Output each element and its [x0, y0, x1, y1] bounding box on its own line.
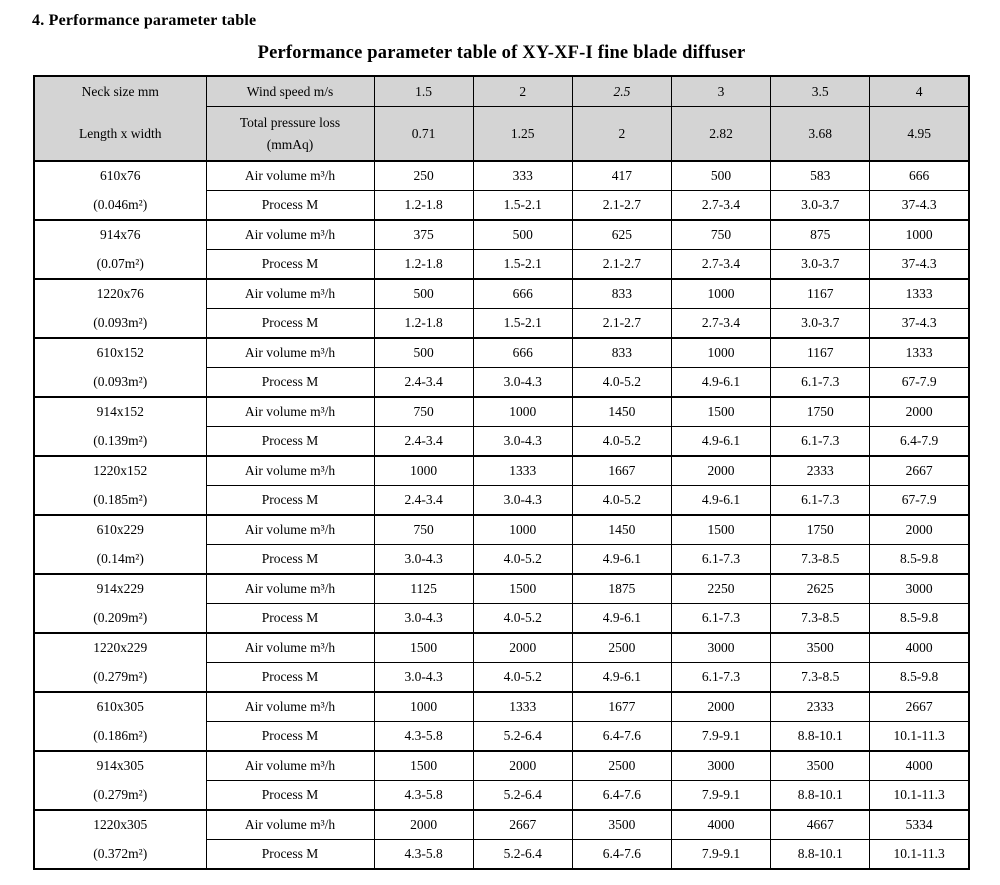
process-value: 8.5-9.8	[870, 604, 969, 634]
process-value: 3.0-4.3	[473, 368, 572, 398]
air-volume-value: 2000	[671, 456, 770, 486]
air-volume-label: Air volume m³/h	[206, 279, 374, 309]
air-volume-value: 1450	[572, 515, 671, 545]
neck-area-value: (0.139m²)	[93, 432, 148, 448]
process-value: 4.0-5.2	[473, 604, 572, 634]
pressure-loss-label	[206, 107, 374, 161]
neck-area-value: (0.093m²)	[93, 373, 148, 389]
air-volume-value: 2667	[870, 692, 969, 722]
air-volume-value: 2000	[374, 810, 473, 840]
process-value: 6.1-7.3	[771, 486, 870, 516]
pressure-loss-value: 4.95	[870, 107, 969, 161]
air-volume-value: 2000	[473, 751, 572, 781]
neck-size-value: 914x229	[96, 581, 144, 597]
air-volume-value: 500	[473, 220, 572, 250]
air-volume-row	[34, 515, 969, 545]
air-volume-label: Air volume m³/h	[206, 810, 374, 840]
air-volume-value: 3500	[572, 810, 671, 840]
process-value: 67-7.9	[870, 486, 969, 516]
air-volume-value: 417	[572, 161, 671, 191]
process-value: 37-4.3	[870, 250, 969, 280]
air-volume-row	[34, 456, 969, 486]
process-value: 2.4-3.4	[374, 486, 473, 516]
wind-speed-value: 2	[473, 76, 572, 107]
process-value: 7.9-9.1	[671, 840, 770, 870]
air-volume-value: 1333	[870, 338, 969, 368]
process-value: 6.1-7.3	[671, 545, 770, 575]
process-value: 4.0-5.2	[473, 663, 572, 693]
air-volume-row	[34, 220, 969, 250]
process-value: 4.0-5.2	[572, 368, 671, 398]
pressure-loss-value: 2.82	[671, 107, 770, 161]
air-volume-value: 1500	[374, 633, 473, 663]
process-value: 7.3-8.5	[771, 604, 870, 634]
neck-area-value: (0.279m²)	[93, 786, 148, 802]
air-volume-value: 875	[771, 220, 870, 250]
process-value: 4.3-5.8	[374, 840, 473, 870]
process-value: 8.5-9.8	[870, 663, 969, 693]
air-volume-value: 1500	[671, 397, 770, 427]
table-title: Performance parameter table of XY-XF-I fine blade diffuser	[257, 43, 746, 63]
air-volume-value: 1000	[374, 692, 473, 722]
process-label: Process M	[206, 486, 374, 516]
process-value: 4.0-5.2	[473, 545, 572, 575]
air-volume-row	[34, 574, 969, 604]
process-value: 5.2-6.4	[473, 722, 572, 752]
air-volume-value: 1000	[870, 220, 969, 250]
process-value: 4.0-5.2	[572, 486, 671, 516]
process-value: 4.9-6.1	[572, 663, 671, 693]
air-volume-value: 2333	[771, 456, 870, 486]
air-volume-value: 333	[473, 161, 572, 191]
air-volume-value: 3500	[771, 633, 870, 663]
air-volume-row	[34, 692, 969, 722]
neck-area-value: (0.093m²)	[93, 314, 148, 330]
air-volume-value: 833	[572, 338, 671, 368]
air-volume-value: 1167	[771, 279, 870, 309]
process-value: 7.9-9.1	[671, 722, 770, 752]
performance-parameter-table	[33, 75, 970, 870]
pressure-loss-value: 2	[572, 107, 671, 161]
neck-size-header-cell	[34, 76, 206, 161]
air-volume-value: 1333	[870, 279, 969, 309]
air-volume-value: 1500	[473, 574, 572, 604]
wind-speed-value: 3	[671, 76, 770, 107]
process-value: 7.3-8.5	[771, 663, 870, 693]
neck-size-value: 1220x305	[93, 817, 148, 833]
air-volume-label: Air volume m³/h	[206, 161, 374, 191]
process-value: 67-7.9	[870, 368, 969, 398]
air-volume-value: 2000	[473, 633, 572, 663]
air-volume-value: 1167	[771, 338, 870, 368]
air-volume-value: 3000	[671, 633, 770, 663]
process-value: 8.8-10.1	[771, 722, 870, 752]
neck-size-cell	[34, 810, 206, 869]
process-value: 8.8-10.1	[771, 781, 870, 811]
air-volume-value: 2500	[572, 751, 671, 781]
process-label: Process M	[206, 368, 374, 398]
neck-area-value: (0.209m²)	[93, 609, 148, 625]
neck-area-value: (0.372m²)	[93, 845, 148, 861]
air-volume-value: 666	[473, 338, 572, 368]
air-volume-value: 1000	[671, 279, 770, 309]
air-volume-value: 1875	[572, 574, 671, 604]
process-value: 4.3-5.8	[374, 781, 473, 811]
process-value: 4.9-6.1	[572, 604, 671, 634]
air-volume-value: 3500	[771, 751, 870, 781]
air-volume-label: Air volume m³/h	[206, 220, 374, 250]
air-volume-value: 2333	[771, 692, 870, 722]
air-volume-value: 1333	[473, 456, 572, 486]
air-volume-value: 2500	[572, 633, 671, 663]
air-volume-value: 2000	[870, 515, 969, 545]
process-label: Process M	[206, 722, 374, 752]
air-volume-value: 500	[671, 161, 770, 191]
wind-speed-value: 4	[870, 76, 969, 107]
process-value: 6.4-7.6	[572, 722, 671, 752]
neck-size-value: 914x152	[96, 404, 144, 420]
air-volume-value: 1750	[771, 515, 870, 545]
air-volume-label: Air volume m³/h	[206, 456, 374, 486]
air-volume-value: 4000	[870, 633, 969, 663]
process-label: Process M	[206, 604, 374, 634]
process-value: 1.5-2.1	[473, 309, 572, 339]
neck-size-value: 1220x229	[93, 640, 148, 656]
process-value: 6.4-7.9	[870, 427, 969, 457]
neck-area-value: (0.186m²)	[93, 727, 148, 743]
process-value: 6.1-7.3	[771, 368, 870, 398]
air-volume-row	[34, 338, 969, 368]
process-value: 2.1-2.7	[572, 191, 671, 221]
air-volume-value: 1750	[771, 397, 870, 427]
air-volume-label: Air volume m³/h	[206, 633, 374, 663]
neck-size-cell	[34, 456, 206, 515]
pressure-loss-value: 3.68	[771, 107, 870, 161]
air-volume-value: 625	[572, 220, 671, 250]
process-value: 6.4-7.6	[572, 781, 671, 811]
process-value: 5.2-6.4	[473, 840, 572, 870]
process-value: 4.0-5.2	[572, 427, 671, 457]
air-volume-value: 4667	[771, 810, 870, 840]
process-value: 3.0-4.3	[374, 663, 473, 693]
neck-size-value: 610x152	[96, 345, 144, 361]
pressure-loss-label-line2: (mmAq)	[266, 136, 314, 152]
process-value: 2.7-3.4	[671, 250, 770, 280]
neck-size-cell	[34, 692, 206, 751]
air-volume-value: 750	[671, 220, 770, 250]
air-volume-value: 666	[473, 279, 572, 309]
neck-size-cell	[34, 397, 206, 456]
process-value: 2.1-2.7	[572, 309, 671, 339]
process-value: 4.3-5.8	[374, 722, 473, 752]
wind-speed-label: Wind speed m/s	[206, 76, 374, 107]
header-row-wind-speed	[34, 76, 969, 107]
air-volume-value: 2000	[870, 397, 969, 427]
air-volume-row	[34, 279, 969, 309]
pressure-loss-value: 0.71	[374, 107, 473, 161]
process-value: 8.8-10.1	[771, 840, 870, 870]
process-label: Process M	[206, 427, 374, 457]
air-volume-value: 2250	[671, 574, 770, 604]
air-volume-value: 2667	[870, 456, 969, 486]
air-volume-value: 1000	[671, 338, 770, 368]
air-volume-value: 4000	[870, 751, 969, 781]
neck-size-value: 914x76	[100, 227, 141, 243]
air-volume-value: 500	[374, 338, 473, 368]
neck-size-cell	[34, 515, 206, 574]
neck-area-value: (0.07m²)	[96, 255, 144, 271]
air-volume-label: Air volume m³/h	[206, 574, 374, 604]
neck-size-value: 1220x152	[93, 463, 148, 479]
process-value: 3.0-3.7	[771, 250, 870, 280]
neck-size-label: Neck size mm	[81, 84, 159, 100]
air-volume-row	[34, 397, 969, 427]
process-value: 7.9-9.1	[671, 781, 770, 811]
neck-size-cell	[34, 751, 206, 810]
air-volume-value: 1000	[473, 515, 572, 545]
neck-area-value: (0.046m²)	[93, 196, 148, 212]
air-volume-value: 3000	[671, 751, 770, 781]
air-volume-value: 1450	[572, 397, 671, 427]
process-label: Process M	[206, 191, 374, 221]
process-label: Process M	[206, 250, 374, 280]
neck-size-cell	[34, 633, 206, 692]
section-heading: 4. Performance parameter table	[32, 12, 257, 29]
neck-area-value: (0.14m²)	[96, 550, 144, 566]
air-volume-label: Air volume m³/h	[206, 515, 374, 545]
process-label: Process M	[206, 309, 374, 339]
process-value: 1.2-1.8	[374, 309, 473, 339]
air-volume-value: 1333	[473, 692, 572, 722]
wind-speed-value: 1.5	[374, 76, 473, 107]
process-label: Process M	[206, 545, 374, 575]
process-value: 3.0-3.7	[771, 191, 870, 221]
process-value: 2.4-3.4	[374, 427, 473, 457]
air-volume-value: 583	[771, 161, 870, 191]
neck-size-value: 610x305	[96, 699, 144, 715]
process-value: 3.0-3.7	[771, 309, 870, 339]
neck-size-value: 610x229	[96, 522, 144, 538]
air-volume-label: Air volume m³/h	[206, 338, 374, 368]
table-header	[34, 76, 969, 161]
process-value: 1.2-1.8	[374, 191, 473, 221]
air-volume-value: 1500	[671, 515, 770, 545]
process-value: 6.1-7.3	[671, 663, 770, 693]
air-volume-value: 666	[870, 161, 969, 191]
process-value: 2.4-3.4	[374, 368, 473, 398]
air-volume-value: 1125	[374, 574, 473, 604]
air-volume-value: 750	[374, 397, 473, 427]
process-value: 8.5-9.8	[870, 545, 969, 575]
process-label: Process M	[206, 663, 374, 693]
wind-speed-value: 2.5	[572, 76, 671, 107]
air-volume-value: 2000	[671, 692, 770, 722]
process-value: 3.0-4.3	[473, 427, 572, 457]
neck-size-cell	[34, 574, 206, 633]
air-volume-row	[34, 810, 969, 840]
table-body	[34, 161, 969, 869]
process-value: 1.5-2.1	[473, 250, 572, 280]
process-value: 4.9-6.1	[671, 486, 770, 516]
process-value: 10.1-11.3	[870, 840, 969, 870]
air-volume-value: 4000	[671, 810, 770, 840]
pressure-loss-label-line1: Total pressure loss	[239, 115, 341, 131]
neck-area-value: (0.279m²)	[93, 668, 148, 684]
wind-speed-value: 3.5	[771, 76, 870, 107]
process-label: Process M	[206, 840, 374, 870]
air-volume-row	[34, 751, 969, 781]
neck-size-cell	[34, 279, 206, 338]
air-volume-value: 5334	[870, 810, 969, 840]
process-value: 6.4-7.6	[572, 840, 671, 870]
air-volume-value: 500	[374, 279, 473, 309]
air-volume-label: Air volume m³/h	[206, 397, 374, 427]
process-value: 3.0-4.3	[473, 486, 572, 516]
neck-size-value: 914x305	[96, 758, 144, 774]
neck-area-value: (0.185m²)	[93, 491, 148, 507]
process-value: 37-4.3	[870, 309, 969, 339]
neck-size-value: 1220x76	[96, 286, 144, 302]
neck-size-cell	[34, 338, 206, 397]
air-volume-value: 1667	[572, 456, 671, 486]
pressure-loss-value: 1.25	[473, 107, 572, 161]
air-volume-label: Air volume m³/h	[206, 751, 374, 781]
air-volume-value: 833	[572, 279, 671, 309]
process-value: 10.1-11.3	[870, 722, 969, 752]
process-value: 4.9-6.1	[671, 427, 770, 457]
process-value: 3.0-4.3	[374, 604, 473, 634]
air-volume-value: 1000	[374, 456, 473, 486]
process-value: 6.1-7.3	[771, 427, 870, 457]
air-volume-value: 1000	[473, 397, 572, 427]
neck-size-value: 610x76	[100, 168, 141, 184]
process-value: 2.7-3.4	[671, 309, 770, 339]
process-value: 7.3-8.5	[771, 545, 870, 575]
length-width-label: Length x width	[79, 125, 162, 141]
air-volume-value: 1500	[374, 751, 473, 781]
process-value: 4.9-6.1	[572, 545, 671, 575]
air-volume-row	[34, 161, 969, 191]
air-volume-value: 1677	[572, 692, 671, 722]
process-value: 1.2-1.8	[374, 250, 473, 280]
air-volume-value: 375	[374, 220, 473, 250]
process-value: 37-4.3	[870, 191, 969, 221]
process-value: 3.0-4.3	[374, 545, 473, 575]
process-value: 1.5-2.1	[473, 191, 572, 221]
air-volume-value: 2667	[473, 810, 572, 840]
process-value: 2.7-3.4	[671, 191, 770, 221]
process-value: 6.1-7.3	[671, 604, 770, 634]
process-label: Process M	[206, 781, 374, 811]
air-volume-value: 250	[374, 161, 473, 191]
neck-size-cell	[34, 161, 206, 220]
neck-size-cell	[34, 220, 206, 279]
air-volume-label: Air volume m³/h	[206, 692, 374, 722]
air-volume-value: 750	[374, 515, 473, 545]
air-volume-value: 3000	[870, 574, 969, 604]
process-value: 2.1-2.7	[572, 250, 671, 280]
process-value: 5.2-6.4	[473, 781, 572, 811]
air-volume-row	[34, 633, 969, 663]
air-volume-value: 2625	[771, 574, 870, 604]
process-value: 10.1-11.3	[870, 781, 969, 811]
process-value: 4.9-6.1	[671, 368, 770, 398]
